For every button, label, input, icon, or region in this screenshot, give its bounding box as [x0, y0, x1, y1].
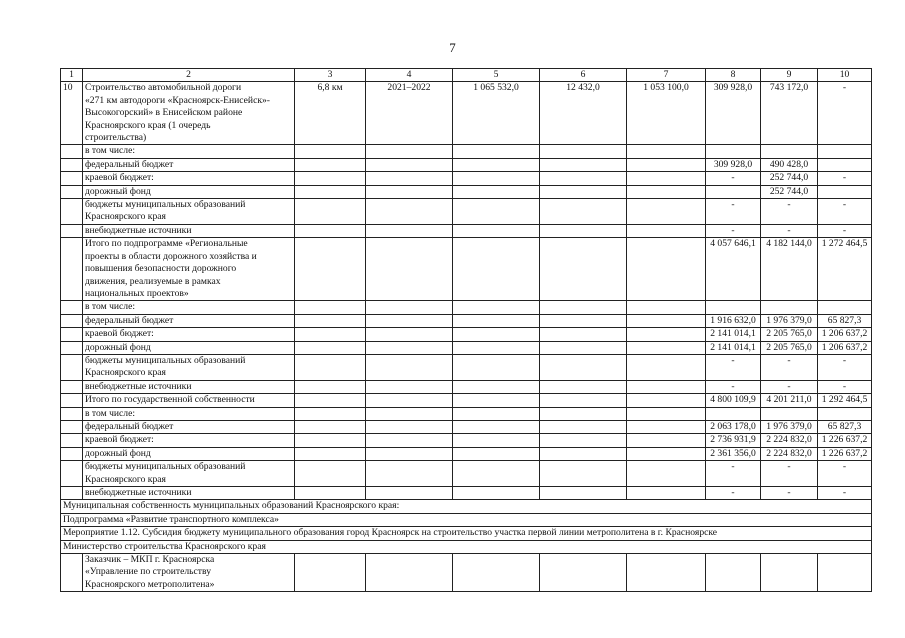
- municipal-property-heading-row: [61, 500, 872, 513]
- object-name-line: «271 км автодороги «Красноярск-Енисейск»-: [85, 94, 270, 106]
- value-col10: -: [818, 487, 872, 500]
- empty-cell: [540, 487, 627, 500]
- empty-cell: [61, 380, 83, 393]
- empty-cell: [540, 314, 627, 327]
- funding-source-label: бюджеты муниципальных образований Красноярского края: [83, 199, 295, 225]
- empty-cell: [627, 420, 706, 433]
- empty-cell: [295, 224, 366, 237]
- label-line: повышения безопасности дорожного: [85, 263, 237, 275]
- value-col9: 252 744,0: [761, 185, 818, 198]
- label-line: национальных проектов»: [85, 287, 189, 299]
- empty-cell: [295, 554, 366, 592]
- customer-label: [83, 554, 295, 592]
- funding-source-label: в том числе:: [83, 301, 295, 314]
- empty-cell: [453, 394, 540, 407]
- empty-cell: [295, 341, 366, 354]
- funding-source-label: дорожный фонд: [83, 185, 295, 198]
- empty-cell: [761, 554, 818, 592]
- funding-source-label: внебюджетные источники: [83, 380, 295, 393]
- empty-cell: [540, 407, 627, 420]
- empty-cell: [706, 554, 761, 592]
- empty-cell: [61, 487, 83, 500]
- funding-source-row: [61, 487, 872, 500]
- subprogram-heading-row: [61, 513, 872, 526]
- funding-source-row: [61, 301, 872, 314]
- value-col9: 2 205 765,0: [761, 341, 818, 354]
- empty-cell: [627, 447, 706, 460]
- empty-cell: [61, 172, 83, 185]
- funding-source-label: федеральный бюджет: [83, 158, 295, 171]
- subprogram-total-label: [83, 238, 295, 301]
- value-col10: 1 206 637,2: [818, 341, 872, 354]
- value-col10: [818, 145, 872, 158]
- empty-cell: [627, 394, 706, 407]
- empty-cell: [295, 238, 366, 301]
- empty-cell: [366, 314, 453, 327]
- empty-cell: [61, 434, 83, 447]
- object-col9: 743 172,0: [761, 82, 818, 145]
- empty-cell: [453, 185, 540, 198]
- value-col8: -: [706, 354, 761, 380]
- empty-cell: [627, 301, 706, 314]
- empty-cell: [295, 420, 366, 433]
- funding-source-label: краевой бюджет:: [83, 434, 295, 447]
- empty-cell: [295, 158, 366, 171]
- empty-cell: [540, 172, 627, 185]
- funding-source-label: внебюджетные источники: [83, 487, 295, 500]
- empty-cell: [540, 447, 627, 460]
- empty-cell: [627, 224, 706, 237]
- empty-cell: [627, 461, 706, 487]
- empty-cell: [627, 314, 706, 327]
- label-line: Красноярского метрополитена»: [85, 578, 215, 590]
- empty-cell: [453, 158, 540, 171]
- empty-cell: [366, 554, 453, 592]
- label-line: Заказчик – МКП г. Красноярска: [85, 554, 215, 566]
- funding-source-row: [61, 434, 872, 447]
- empty-cell: [366, 394, 453, 407]
- row-number: 10: [61, 82, 83, 145]
- empty-cell: [61, 394, 83, 407]
- empty-cell: [540, 341, 627, 354]
- value-col9: 2 205 765,0: [761, 328, 818, 341]
- empty-cell: [627, 407, 706, 420]
- empty-cell: [295, 380, 366, 393]
- subtotal-col8: 4 057 646,1: [706, 238, 761, 301]
- empty-cell: [295, 354, 366, 380]
- object-name: [83, 82, 295, 145]
- empty-cell: [627, 554, 706, 592]
- empty-cell: [366, 447, 453, 460]
- empty-cell: [366, 172, 453, 185]
- empty-cell: [61, 301, 83, 314]
- funding-source-label: в том числе:: [83, 407, 295, 420]
- value-col9: -: [761, 380, 818, 393]
- empty-cell: [61, 158, 83, 171]
- empty-cell: [61, 354, 83, 380]
- empty-cell: [453, 238, 540, 301]
- funding-source-row: [61, 461, 872, 487]
- empty-cell: [366, 354, 453, 380]
- empty-cell: [61, 407, 83, 420]
- value-col8: -: [706, 199, 761, 225]
- empty-cell: [366, 380, 453, 393]
- label-line: Итого по подпрограмме «Региональные: [85, 238, 248, 250]
- empty-cell: [453, 301, 540, 314]
- empty-cell: [540, 328, 627, 341]
- empty-cell: [540, 394, 627, 407]
- empty-cell: [453, 407, 540, 420]
- empty-cell: [61, 341, 83, 354]
- empty-cell: [61, 554, 83, 592]
- measure-heading: Мероприятие 1.12. Субсидия бюджету муниципального образования город Красноярск на строительство участка первой линии метрополитена в г. Красноярске: [61, 527, 872, 540]
- funding-source-label: федеральный бюджет: [83, 420, 295, 433]
- empty-cell: [453, 199, 540, 225]
- value-col8: 2 141 014,1: [706, 341, 761, 354]
- column-number: 5: [453, 69, 540, 82]
- value-col10: -: [818, 172, 872, 185]
- empty-cell: [627, 328, 706, 341]
- value-col9: [761, 301, 818, 314]
- value-col8: [706, 301, 761, 314]
- state-total-col8: 4 800 109,9: [706, 394, 761, 407]
- empty-cell: [540, 420, 627, 433]
- value-col8: -: [706, 487, 761, 500]
- state-property-total-row: [61, 394, 872, 407]
- value-col8: 1 916 632,0: [706, 314, 761, 327]
- empty-cell: [540, 434, 627, 447]
- value-col10: 1 226 637,2: [818, 447, 872, 460]
- subprogram-total-row: [61, 238, 872, 301]
- value-col8: [706, 145, 761, 158]
- value-col10: -: [818, 224, 872, 237]
- empty-cell: [453, 328, 540, 341]
- empty-cell: [61, 224, 83, 237]
- empty-cell: [295, 328, 366, 341]
- empty-cell: [61, 314, 83, 327]
- empty-cell: [540, 301, 627, 314]
- empty-cell: [540, 145, 627, 158]
- empty-cell: [540, 354, 627, 380]
- empty-cell: [453, 341, 540, 354]
- funding-source-row: [61, 158, 872, 171]
- empty-cell: [295, 434, 366, 447]
- value-col8: 2 361 356,0: [706, 447, 761, 460]
- value-col9: 2 224 832,0: [761, 447, 818, 460]
- object-row: [61, 82, 872, 145]
- page-number: 7: [449, 40, 456, 55]
- value-col10: 65 827,3: [818, 420, 872, 433]
- empty-cell: [627, 185, 706, 198]
- funding-source-row: [61, 185, 872, 198]
- column-number: 8: [706, 69, 761, 82]
- funding-source-label: бюджеты муниципальных образований Красноярского края: [83, 461, 295, 487]
- value-col8: [706, 185, 761, 198]
- value-col10: [818, 158, 872, 171]
- empty-cell: [295, 199, 366, 225]
- value-col8: -: [706, 224, 761, 237]
- funding-source-label: дорожный фонд: [83, 341, 295, 354]
- column-number: 2: [83, 69, 295, 82]
- empty-cell: [453, 172, 540, 185]
- measure-heading-row: [61, 527, 872, 540]
- empty-cell: [627, 238, 706, 301]
- empty-cell: [453, 447, 540, 460]
- object-period: 2021–2022: [366, 82, 453, 145]
- empty-cell: [540, 380, 627, 393]
- column-number: 3: [295, 69, 366, 82]
- empty-cell: [295, 447, 366, 460]
- empty-cell: [295, 185, 366, 198]
- column-number: 7: [627, 69, 706, 82]
- empty-cell: [366, 238, 453, 301]
- empty-cell: [627, 354, 706, 380]
- empty-cell: [366, 185, 453, 198]
- funding-source-row: [61, 341, 872, 354]
- value-col10: [818, 407, 872, 420]
- value-col10: -: [818, 354, 872, 380]
- value-col8: -: [706, 461, 761, 487]
- subtotal-col9: 4 182 144,0: [761, 238, 818, 301]
- empty-cell: [295, 172, 366, 185]
- funding-source-row: [61, 407, 872, 420]
- empty-cell: [540, 554, 627, 592]
- empty-cell: [453, 314, 540, 327]
- value-col9: [761, 407, 818, 420]
- empty-cell: [295, 145, 366, 158]
- funding-source-row: [61, 328, 872, 341]
- empty-cell: [627, 158, 706, 171]
- funding-source-row: [61, 224, 872, 237]
- column-number-row: [61, 69, 872, 82]
- empty-cell: [366, 328, 453, 341]
- empty-cell: [453, 145, 540, 158]
- empty-cell: [453, 434, 540, 447]
- empty-cell: [540, 224, 627, 237]
- column-number: 10: [818, 69, 872, 82]
- value-col8: 2 063 178,0: [706, 420, 761, 433]
- column-number: 6: [540, 69, 627, 82]
- object-name-line: Красноярского края (1 очередь: [85, 119, 211, 131]
- funding-source-row: [61, 354, 872, 380]
- value-col10: -: [818, 380, 872, 393]
- empty-cell: [295, 394, 366, 407]
- empty-cell: [295, 314, 366, 327]
- value-col9: -: [761, 199, 818, 225]
- empty-cell: [627, 380, 706, 393]
- object-name-line: Высокогорский» в Енисейском районе: [85, 107, 243, 119]
- empty-cell: [61, 447, 83, 460]
- state-total-col9: 4 201 211,0: [761, 394, 818, 407]
- funding-source-label: краевой бюджет:: [83, 172, 295, 185]
- column-number: 9: [761, 69, 818, 82]
- value-col8: -: [706, 380, 761, 393]
- empty-cell: [540, 199, 627, 225]
- value-col8: [706, 407, 761, 420]
- empty-cell: [540, 185, 627, 198]
- ministry-heading-row: [61, 540, 872, 553]
- column-number: 4: [366, 69, 453, 82]
- empty-cell: [295, 487, 366, 500]
- object-capacity: 6,8 км: [295, 82, 366, 145]
- empty-cell: [453, 487, 540, 500]
- empty-cell: [61, 185, 83, 198]
- funding-source-row: [61, 172, 872, 185]
- value-col10: -: [818, 461, 872, 487]
- empty-cell: [366, 420, 453, 433]
- value-col9: -: [761, 224, 818, 237]
- value-col9: 490 428,0: [761, 158, 818, 171]
- object-col6: 12 432,0: [540, 82, 627, 145]
- empty-cell: [627, 172, 706, 185]
- empty-cell: [61, 328, 83, 341]
- empty-cell: [295, 301, 366, 314]
- value-col9: [761, 145, 818, 158]
- empty-cell: [818, 554, 872, 592]
- value-col9: -: [761, 487, 818, 500]
- empty-cell: [366, 434, 453, 447]
- value-col8: 309 928,0: [706, 158, 761, 171]
- empty-cell: [627, 341, 706, 354]
- object-name-line: строительства): [85, 132, 147, 144]
- value-col9: 252 744,0: [761, 172, 818, 185]
- state-total-col10: 1 292 464,5: [818, 394, 872, 407]
- funding-source-label: бюджеты муниципальных образований Красноярского края: [83, 354, 295, 380]
- empty-cell: [627, 434, 706, 447]
- funding-source-row: [61, 447, 872, 460]
- value-col8: -: [706, 172, 761, 185]
- empty-cell: [627, 145, 706, 158]
- state-total-label: Итого по государственной собственности: [83, 394, 295, 407]
- subtotal-col10: 1 272 464,5: [818, 238, 872, 301]
- funding-source-label: краевой бюджет:: [83, 328, 295, 341]
- empty-cell: [453, 224, 540, 237]
- empty-cell: [366, 407, 453, 420]
- empty-cell: [540, 461, 627, 487]
- empty-cell: [61, 199, 83, 225]
- empty-cell: [295, 407, 366, 420]
- value-col10: [818, 301, 872, 314]
- subprogram-heading: Подпрограмма «Развитие транспортного комплекса»: [61, 513, 872, 526]
- empty-cell: [366, 461, 453, 487]
- label-line: «Управление по строительству: [85, 566, 211, 578]
- funding-source-row: [61, 199, 872, 225]
- empty-cell: [453, 420, 540, 433]
- empty-cell: [366, 487, 453, 500]
- value-col8: 2 141 014,1: [706, 328, 761, 341]
- municipal-property-heading: Муниципальная собственность муниципальных образований Красноярского края:: [61, 500, 872, 513]
- value-col9: 1 976 379,0: [761, 420, 818, 433]
- value-col9: -: [761, 354, 818, 380]
- value-col10: 65 827,3: [818, 314, 872, 327]
- value-col10: [818, 185, 872, 198]
- empty-cell: [540, 238, 627, 301]
- funding-source-label: федеральный бюджет: [83, 314, 295, 327]
- object-name-line: Строительство автомобильной дороги: [85, 82, 242, 94]
- empty-cell: [453, 380, 540, 393]
- empty-cell: [295, 461, 366, 487]
- object-col8: 309 928,0: [706, 82, 761, 145]
- funding-source-label: в том числе:: [83, 145, 295, 158]
- empty-cell: [366, 145, 453, 158]
- value-col10: 1 226 637,2: [818, 434, 872, 447]
- empty-cell: [61, 238, 83, 301]
- value-col9: -: [761, 461, 818, 487]
- object-col5: 1 065 532,0: [453, 82, 540, 145]
- empty-cell: [366, 158, 453, 171]
- label-line: проекты в области дорожного хозяйства и: [85, 250, 257, 262]
- budget-table: [60, 68, 872, 592]
- empty-cell: [61, 420, 83, 433]
- column-number: 1: [61, 69, 83, 82]
- empty-cell: [453, 354, 540, 380]
- empty-cell: [627, 487, 706, 500]
- empty-cell: [61, 145, 83, 158]
- object-col7: 1 053 100,0: [627, 82, 706, 145]
- empty-cell: [61, 461, 83, 487]
- empty-cell: [366, 301, 453, 314]
- value-col10: -: [818, 199, 872, 225]
- funding-source-row: [61, 145, 872, 158]
- value-col8: 2 736 931,9: [706, 434, 761, 447]
- value-col9: 2 224 832,0: [761, 434, 818, 447]
- empty-cell: [453, 461, 540, 487]
- value-col9: 1 976 379,0: [761, 314, 818, 327]
- label-line: движения, реализуемые в рамках: [85, 275, 221, 287]
- empty-cell: [540, 158, 627, 171]
- funding-source-label: внебюджетные источники: [83, 224, 295, 237]
- customer-row: [61, 554, 872, 592]
- empty-cell: [627, 199, 706, 225]
- funding-source-row: [61, 420, 872, 433]
- empty-cell: [453, 554, 540, 592]
- ministry-heading: Министерство строительства Красноярского края: [61, 540, 872, 553]
- funding-source-label: дорожный фонд: [83, 447, 295, 460]
- funding-source-row: [61, 380, 872, 393]
- empty-cell: [366, 224, 453, 237]
- empty-cell: [366, 341, 453, 354]
- object-col10: -: [818, 82, 872, 145]
- empty-cell: [366, 199, 453, 225]
- funding-source-row: [61, 314, 872, 327]
- value-col10: 1 206 637,2: [818, 328, 872, 341]
